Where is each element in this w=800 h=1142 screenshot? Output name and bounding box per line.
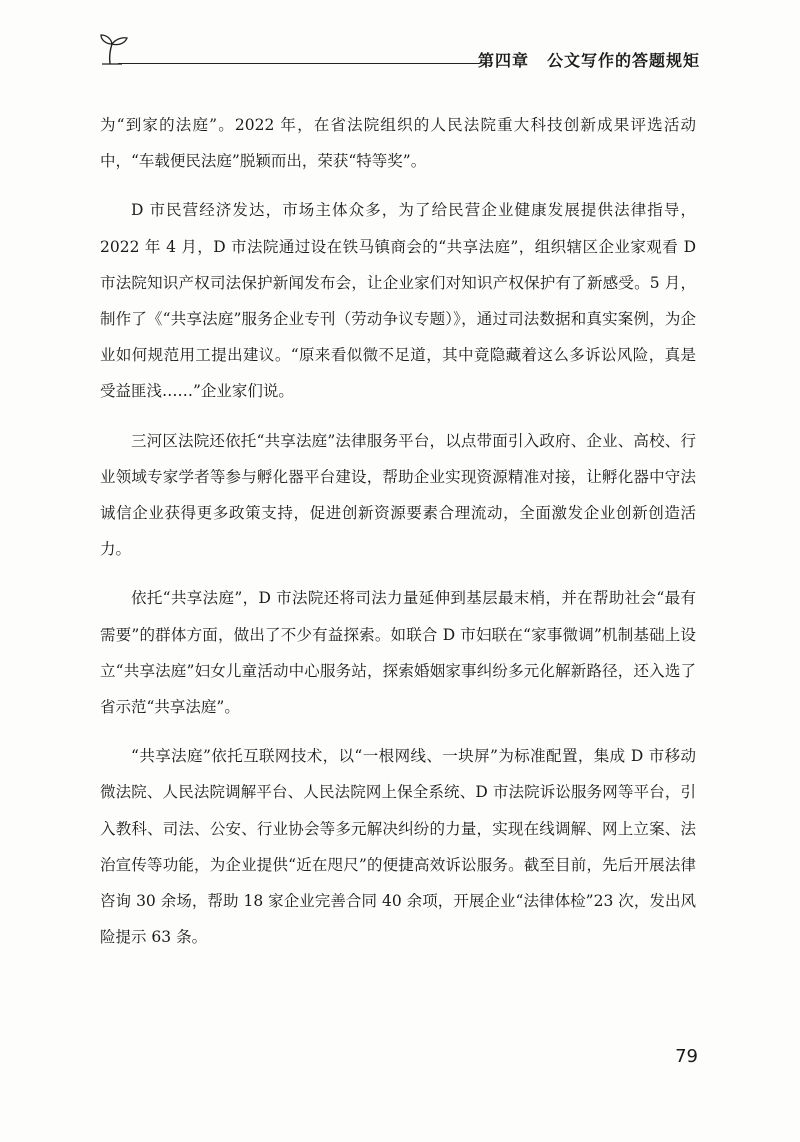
- paragraph: 为“到家的法庭”。2022 年，在省法院组织的人民法院重大科技创新成果评选活动中，“车载便民法庭”脱颖而出，荣获“特等奖”。: [100, 116, 696, 171]
- body-text: [100, 107, 696, 968]
- page-header: [96, 30, 706, 70]
- paragraph: D 市民营经济发达，市场主体众多，为了给民营企业健康发展提供法律指导，2022 年 4 月，D 市法院通过设在铁马镇商会的“共享法庭”，组织辖区企业家观看 D 市法院知识产权司法保护新闻发布会，让企业家们对知识产权保护有了新感受。5 月，制作了《“共享法庭”服务企业专刊（劳动争议专题）》，通过司法数据和真实案例，为企业如何规范用工提出建议。“原来看似微不足道，其中竟隐藏着这么多诉讼风险，真是受益匪浅……”企业家们说。: [100, 201, 696, 401]
- paragraph: 依托“共享法庭”，D 市法院还将司法力量延伸到基层最末梢，并在帮助社会“最有需要”的群体方面，做出了不少有益探索。如联合 D 市妇联在“家事微调”机制基础上设立“共享法庭”妇女儿童活动中心服务站，探索婚姻家事纠纷多元化解新路径，还入选了省示范“共享法庭”。: [100, 589, 696, 717]
- chapter-title: 公文写作的答题规矩: [546, 51, 700, 70]
- sprout-icon: [96, 30, 130, 66]
- paragraph: 三河区法院还依托“共享法庭”法律服务平台，以点带面引入政府、企业、高校、行业领域专家学者等参与孵化器平台建设，帮助企业实现资源精准对接，让孵化器中守法诚信企业获得更多政策支持，促进创新资源要素合理流动，全面激发企业创新创造活力。: [100, 431, 696, 559]
- chapter-label: 第四章: [477, 51, 529, 70]
- running-header: [478, 48, 700, 71]
- paragraph: “共享法庭”依托互联网技术，以“一根网线、一块屏”为标准配置，集成 D 市移动微法院、人民法院调解平台、人民法院网上保全系统、D 市法院诉讼服务网等平台，引入教科、司法、公安、行业协会等多元解决纠纷的力量，实现在线调解、网上立案、法治宣传等功能，为企业提供“近在咫尺”的便捷高效诉讼服务。截至目前，先后开展法律咨询 30 余场，帮助 18 家企业完善合同 40 余项，开展企业“法律体检”23 次，发出风险提示 63 条。: [100, 747, 696, 947]
- header-rule: [118, 63, 480, 64]
- page-number: 79: [675, 1046, 698, 1067]
